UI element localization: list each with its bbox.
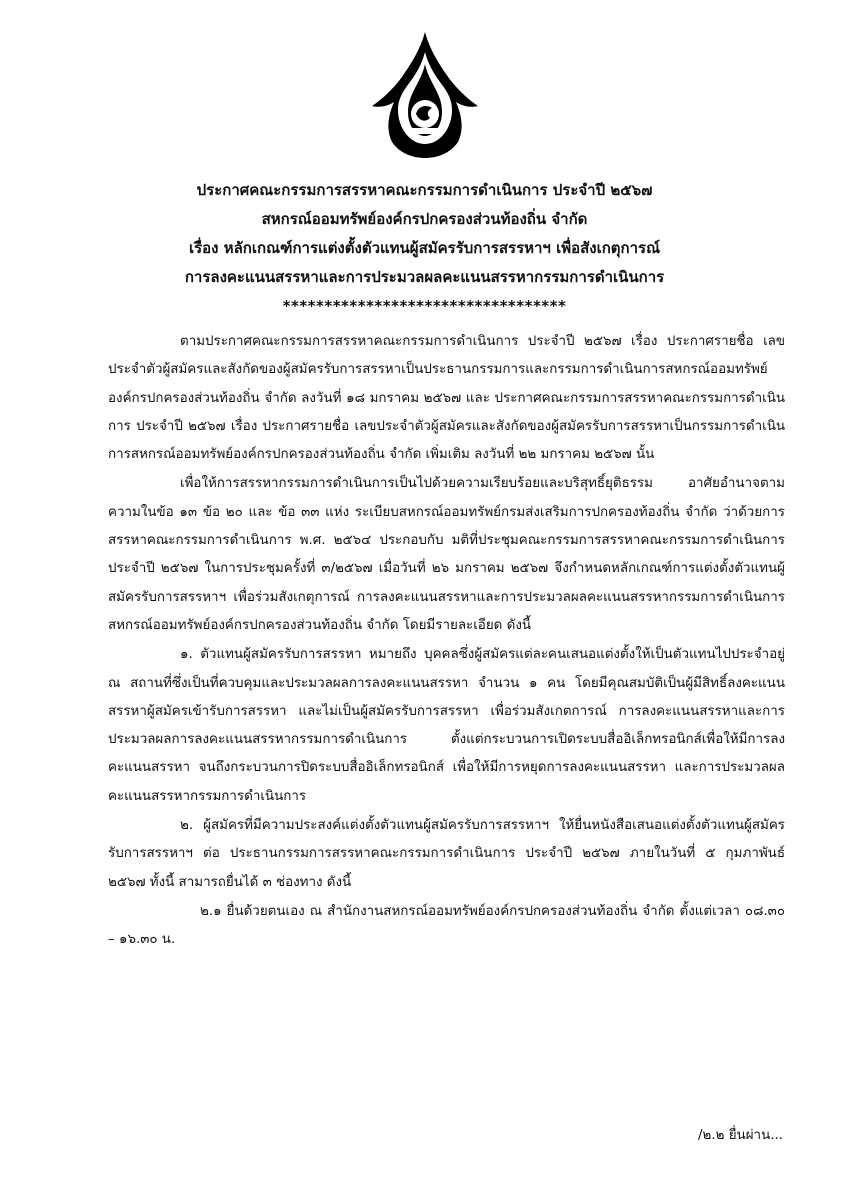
heading-line-3: เรื่อง หลักเกณฑ์การแต่งตั้งตัวแทนผู้สมัครรับการสรรหาฯ เพื่อสังเกตุการณ์ xyxy=(188,239,661,257)
paragraph-3: ๑. ตัวแทนผู้สมัครรับการสรรหา หมายถึง บุคคลซึ่งผู้สมัครแต่ละคนเสนอแต่งตั้งให้เป็นตัวแทนไปประจำอยู่ ณ สถานที่ซึ่งเป็นที่ควบคุมและประมวลผลการลงคะแนนสรรหา จำนวน ๑ คน โดยมีคุณสมบัติเป็นผู้มีสิทธิ์ลงคะแนนสรรหาผู้สมัครเข้ารับการสรรหา และไม่เป็นผู้สมัครรับการสรรหา เพื่อร่วมสังเกตการณ์ การลงคะแนนสรรหาและการประมวลผลการลงคะแนนสรรหากรรมการดำเนินการ ตั้งแต่กระบวนการเปิดระบบสื่ออิเล็กทรอนิกส์เพื่อให้มีการลงคะแนนสรรหา จนถึงกระบวนการปิดระบบสื่ออิเล็กทรอนิกส์ เพื่อให้มีการหยุดการลงคะแนนสรรหา และการประมวลผลคะแนนสรรหากรรมการดำเนินการ xyxy=(108,647,785,804)
announcement-body xyxy=(108,328,785,956)
continuation-footer: /๒.๒ ยื่นผ่าน... xyxy=(698,1128,783,1143)
cooperative-emblem xyxy=(362,30,488,160)
heading-line-2: สหกรณ์ออมทรัพย์องค์กรปกครองส่วนท้องถิ่น จำกัด xyxy=(261,210,588,228)
sub-paragraph-2-1: ๒.๑ ยื่นด้วยตนเอง ณ สำนักงานสหกรณ์ออมทรัพย์องค์กรปกครองส่วนท้องถิ่น จำกัด ตั้งแต่เวลา ๐๘.๓๐ – ๑๖.๓๐ น. xyxy=(108,903,785,948)
paragraph-4: ๒. ผู้สมัครที่มีความประสงค์แต่งตั้งตัวแทนผู้สมัครรับการสรรหาฯ ให้ยื่นหนังสือเสนอแต่งตั้งตัวแทนผู้สมัครรับการสรรหาฯ ต่อ ประธานกรรมการสรรหาคณะกรรมการดำเนินการ ประจำปี ๒๕๖๗ ภายในวันที่ ๕ กุมภาพันธ์ ๒๕๖๗ ทั้งนี้ สามารถยื่นได้ ๓ ช่องทาง ดังนี้ xyxy=(108,818,785,890)
paragraph-2: เพื่อให้การสรรหากรรมการดำเนินการเป็นไปด้วยความเรียบร้อยและบริสุทธิ์ยุติธรรม อาศัยอำนาจตามความในข้อ ๑๓ ข้อ ๒๐ และ ข้อ ๓๓ แห่ง ระเบียบสหกรณ์ออมทรัพย์กรมส่งเสริมการปกครองท้องถิ่น จำกัด ว่าด้วยการสรรหาคณะกรรมการดำเนินการ พ.ศ. ๒๕๖๔ ประกอบกับ มติที่ประชุมคณะกรรมการสรรหาคณะกรรมการดำเนินการ ประจำปี ๒๕๖๗ ในการประชุมครั้งที่ ๓/๒๕๖๗ เมื่อวันที่ ๒๖ มกราคม ๒๕๖๗ จึงกำหนดหลักเกณฑ์การแต่งตั้งตัวแทนผู้สมัครรับการสรรหาฯ เพื่อร่วมสังเกตุการณ์ การลงคะแนนสรรหาและการประมวลผลคะแนนสรรหากรรมการดำเนินการสหกรณ์ออมทรัพย์องค์กรปกครองส่วนท้องถิ่น จำกัด โดยมีรายละเอียด ดังนี้ xyxy=(108,476,785,633)
heading-divider: ********************************** xyxy=(282,297,567,315)
heading-line-4: การลงคะแนนสรรหาและการประมวลผลคะแนนสรรหากรรมการดำเนินการ xyxy=(184,268,665,286)
paragraph-1: ตามประกาศคณะกรรมการสรรหาคณะกรรมการดำเนินการ ประจำปี ๒๕๖๗ เรื่อง ประกาศรายชื่อ เลขประจำตัวผู้สมัครและสังกัดของผู้สมัครรับการสรรหาเป็นประธานกรรมการและกรรมการดำเนินการสหกรณ์ออมทรัพย์องค์กรปกครองส่วนท้องถิ่น จำกัด ลงวันที่ ๑๘ มกราคม ๒๕๖๗ และ ประกาศคณะกรรมการสรรหาคณะกรรมการดำเนินการ ประจำปี ๒๕๖๗ เรื่อง ประกาศรายชื่อ เลขประจำตัวผู้สมัครและสังกัดของผู้สมัครรับการสรรหาเป็นกรรมการดำเนินการสหกรณ์ออมทรัพย์องค์กรปกครองส่วนท้องถิ่น จำกัด เพิ่มเติม ลงวันที่ ๒๒ มกราคม ๒๕๖๗ นั้น xyxy=(108,334,786,463)
announcement-heading xyxy=(60,176,789,321)
heading-line-1: ประกาศคณะกรรมการสรรหาคณะกรรมการดำเนินการ ประจำปี ๒๕๖๗ xyxy=(196,181,653,199)
